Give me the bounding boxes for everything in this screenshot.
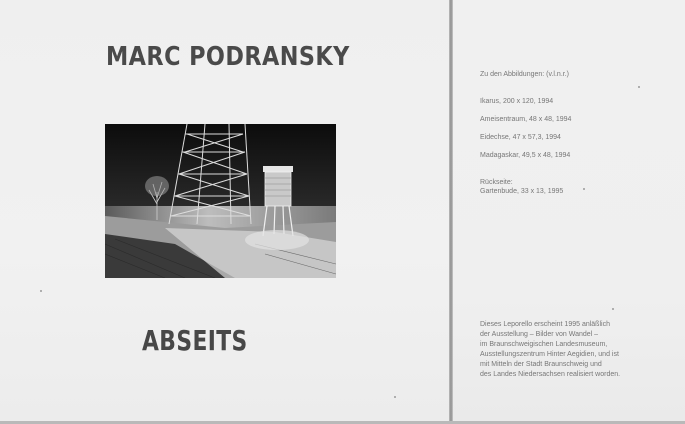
imprint-line: mit Mitteln der Stadt Braunschweig und [480, 361, 602, 368]
caption-work-3: Eidechse, 47 x 57,3, 1994 [480, 134, 561, 141]
imprint-line: im Braunschweigischen Landesmuseum, [480, 341, 608, 348]
paper-speck [394, 396, 396, 398]
paper-speck [612, 308, 614, 310]
artist-name: MARC PODRANSKY [106, 42, 350, 72]
paper-speck [638, 86, 640, 88]
caption-work-1: Ikarus, 200 x 120, 1994 [480, 98, 554, 105]
caption-work-2: Ameisentraum, 48 x 48, 1994 [480, 116, 572, 123]
back-cover-work: Gartenbude, 33 x 13, 1995 [480, 188, 564, 195]
back-cover-label: Rückseite: [480, 179, 513, 186]
imprint-line: des Landes Niedersachsen realisiert worden. [480, 371, 621, 378]
exhibition-title: ABSEITS [142, 324, 248, 357]
paper-speck [583, 188, 585, 190]
pylon-field-image [105, 124, 336, 278]
imprint-line: der Ausstellung – Bilder von Wandel – [480, 331, 599, 338]
imprint-note [480, 320, 620, 380]
cover-photo [105, 124, 336, 278]
captions-heading: Zu den Abbildungen: (v.l.n.r.) [480, 71, 569, 78]
caption-work-4: Madagaskar, 49,5 x 48, 1994 [480, 152, 571, 159]
imprint-line: Ausstellungszentrum Hinter Aegidien, und ist [480, 351, 619, 358]
imprint-line: Dieses Leporello erscheint 1995 anläßlich [480, 321, 610, 328]
paper-speck [40, 290, 42, 292]
